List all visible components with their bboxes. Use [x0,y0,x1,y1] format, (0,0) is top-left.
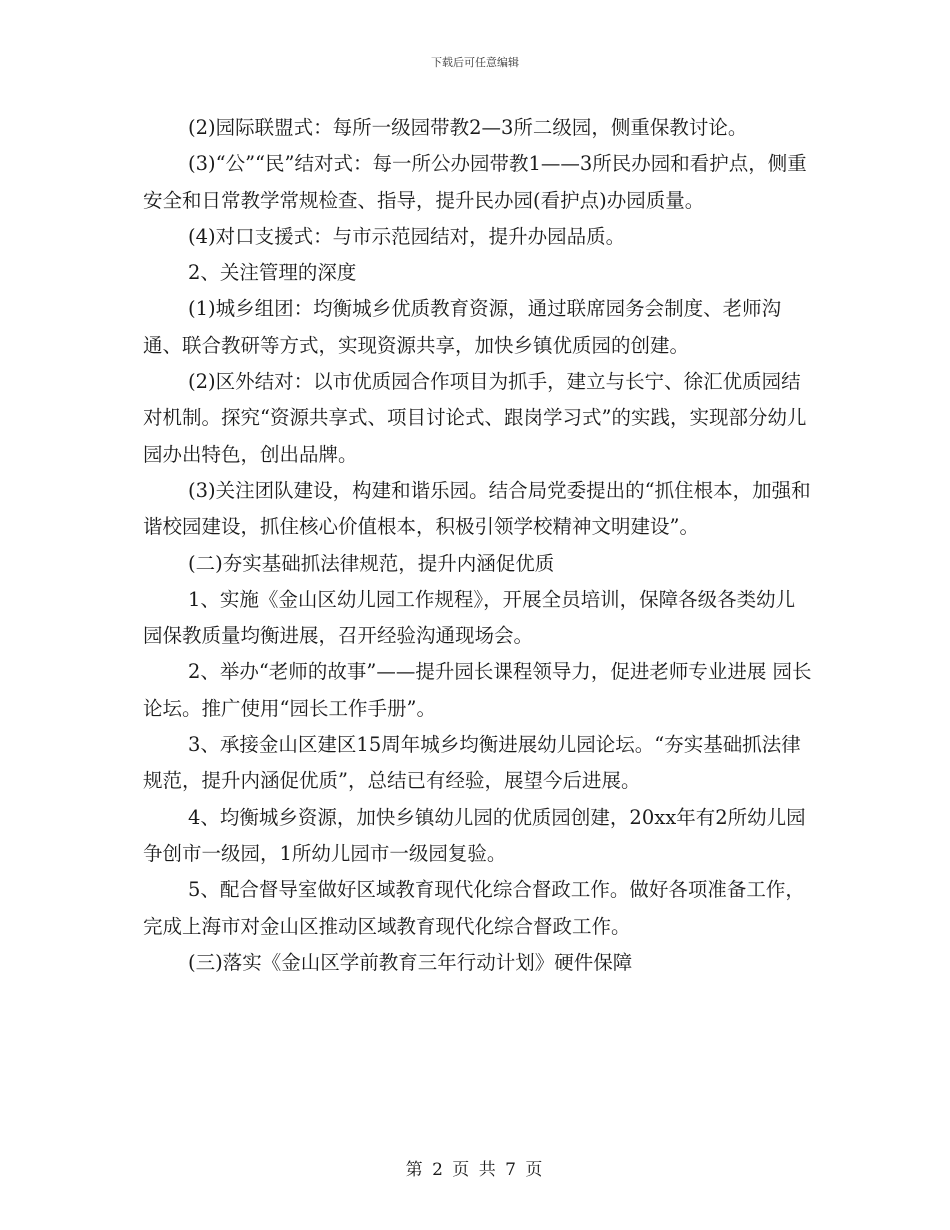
paragraph: (2)园际联盟式：每所一级园带教2—3所二级园，侧重保教讨论。 [188,116,748,139]
paragraph: (1)城乡组团：均衡城乡优质教育资源，通过联席园务会制度、老师沟通、联合教研等方式，实现资源共享，加快乡镇优质园的创建。 [143,297,782,357]
paragraph: (3)关注团队建设，构建和谐乐园。结合局党委提出的“抓住根本，加强和谐校园建设，抓住核心价值根本，积极引领学校精神文明建设”。 [143,478,811,539]
paragraph: 1、实施《金山区幼儿园工作规程》，开展全员培训，保障各级各类幼儿园保教质量均衡进展，召开经验沟通现场会。 [143,587,796,648]
section-heading: 2、关注管理的深度 [188,261,357,285]
paragraph: (4)对口支援式：与市示范园结对，提升办园品质。 [188,224,626,248]
section-heading: (三)落实《金山区学前教育三年行动计划》硬件保障 [188,950,633,974]
paragraph: 2、举办“老师的故事”——提升园长课程领导力，促进老师专业进展 园长论坛。推广使用“园长工作手册”。 [143,660,812,720]
section-heading: (二)夯实基础抓法律规范，提升内涵促优质 [188,551,555,575]
page-header: 下载后可任意编辑 [431,56,519,69]
paragraph: 4、均衡城乡资源，加快乡镇幼儿园的优质园创建，20xx年有2所幼儿园争创市一级园，1所幼儿园市一级园复验。 [143,805,806,865]
paragraph: (3)“公”“民”结对式：每一所公办园带教1——3所民办园和看护点，侧重安全和日常教学常规检查、指导，提升民办园(看护点)办园质量。 [143,152,807,212]
paragraph: 5、配合督导室做好区域教育现代化综合督政工作。做好各项准备工作，完成上海市对金山区推动区域教育现代化综合督政工作。 [143,878,805,938]
paragraph: (2)区外结对：以市优质园合作项目为抓手，建立与长宁、徐汇优质园结对机制。探究“资源共享式、项目讨论式、跟岗学习式”的实践，实现部分幼儿园办出特色，创出品牌。 [143,370,807,466]
page-number-footer: 第 2 页 共 7 页 [405,1160,545,1180]
paragraph: 3、承接金山区建区15周年城乡均衡进展幼儿园论坛。“夯实基础抓法律规范，提升内涵促优质”，总结已有经验，展望今后进展。 [143,733,801,793]
document-body [143,110,813,981]
